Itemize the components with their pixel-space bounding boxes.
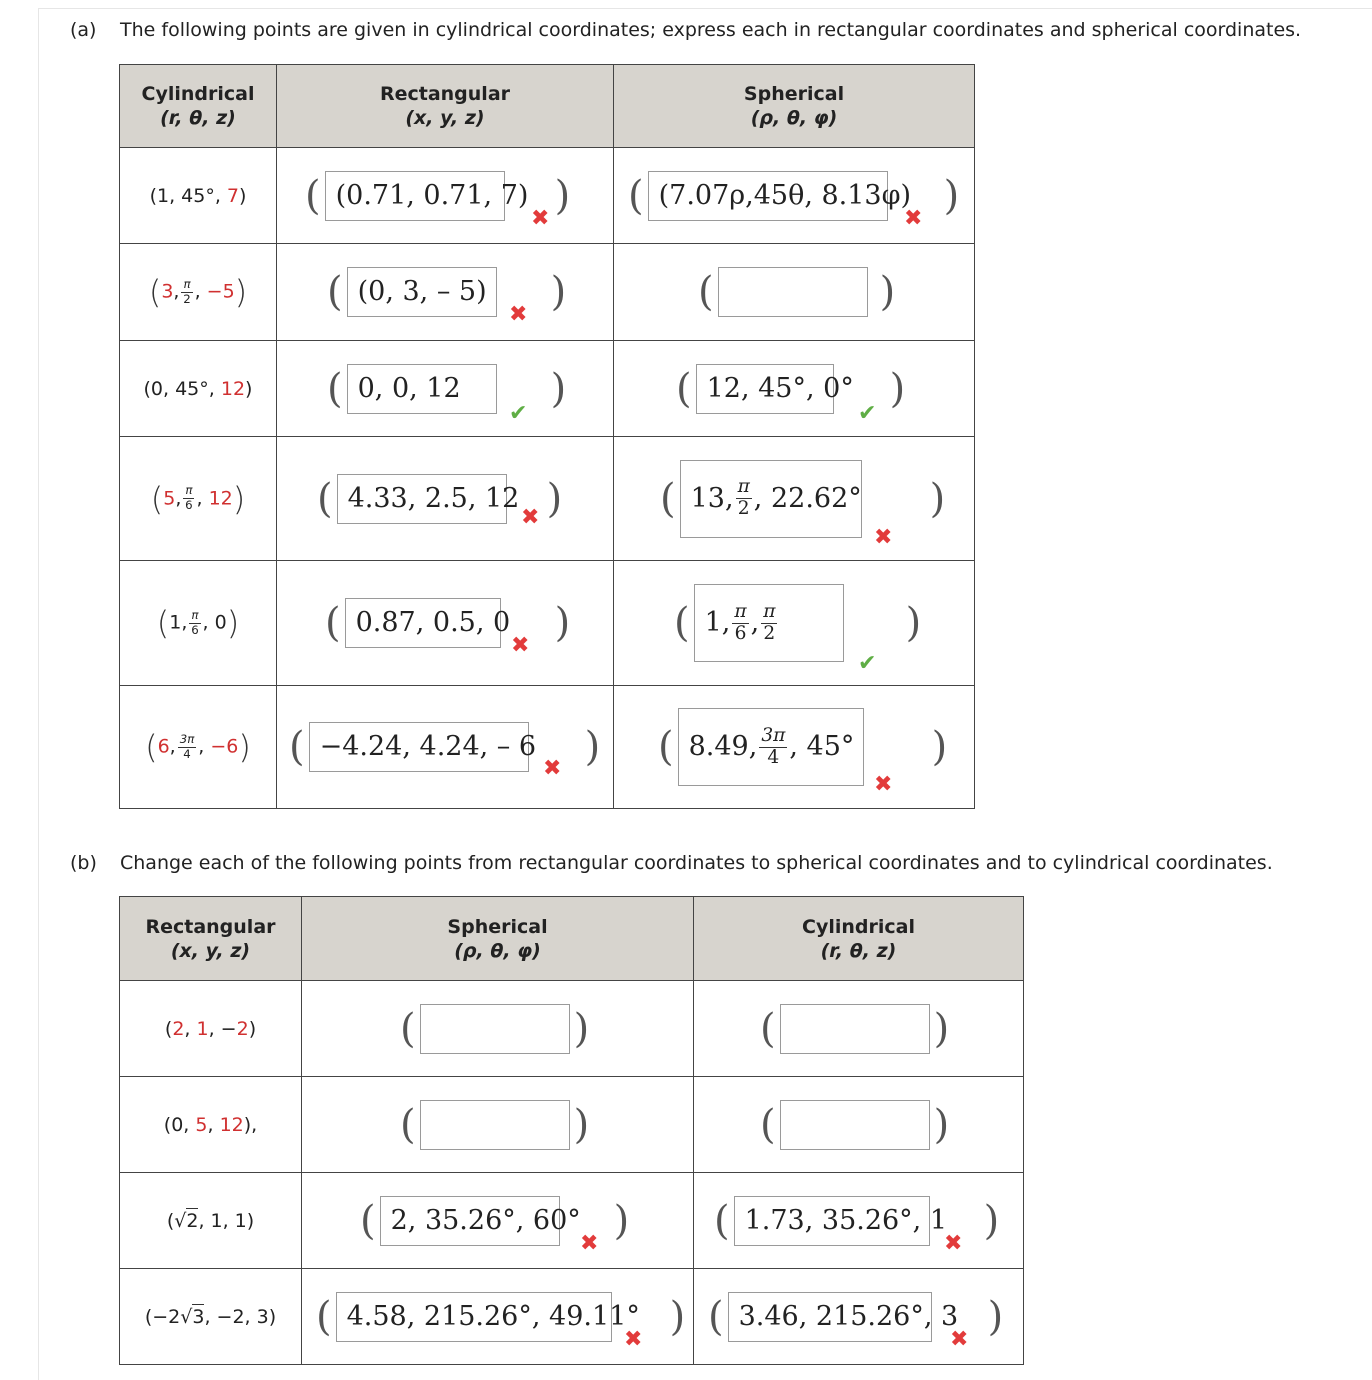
sph-answer-cell: ( 2, 35.26°, 60° ) ✖ xyxy=(302,1173,694,1269)
part-b-table xyxy=(119,896,1024,1365)
col-header-spherical: Spherical (ρ, θ, φ) xyxy=(614,65,975,148)
incorrect-icon: ✖ xyxy=(904,206,923,231)
sph-answer-input[interactable] xyxy=(420,1100,570,1150)
cyl-answer-input[interactable] xyxy=(780,1100,930,1150)
sph-answer-input[interactable]: 2, 35.26°, 60° xyxy=(380,1196,560,1246)
col-header-rectangular: Rectangular (x, y, z) xyxy=(277,65,614,148)
cyl-answer-cell: ( 1.73, 35.26°, 1 ) ✖ xyxy=(694,1173,1024,1269)
sph-answer-cell: ( 8.49, $\frac{3\pi}{4}$ , 45° ) ✖ xyxy=(614,686,975,809)
table-row xyxy=(120,981,1024,1077)
rect-answer-input[interactable]: 4.33, 2.5, 12 xyxy=(337,474,507,524)
sph-answer-input[interactable]: 12, 45°, 0° xyxy=(696,364,834,414)
incorrect-icon: ✖ xyxy=(624,1327,643,1352)
sph-answer-cell: ( ) xyxy=(302,981,694,1077)
page-left-border xyxy=(38,8,39,1380)
sph-answer-cell: ( ) xyxy=(614,244,975,341)
given-point: (−2√3, −2, 3) xyxy=(120,1269,302,1365)
given-point: (5, $\frac{\pi}{6}$ , 12) xyxy=(120,437,277,561)
cyl-answer-cell: ( ) xyxy=(694,1077,1024,1173)
given-point: (1, 45°, 7) xyxy=(120,148,277,244)
given-point: (0, 5, 12), xyxy=(120,1077,302,1173)
part-a-table xyxy=(119,64,975,809)
cyl-answer-input[interactable]: 3.46, 215.26°, 3 xyxy=(728,1292,932,1342)
page-top-border xyxy=(38,0,1372,9)
part-b-instruction xyxy=(70,852,1273,874)
part-a-instruction xyxy=(70,19,1301,41)
cyl-answer-input[interactable] xyxy=(780,1004,930,1054)
table-row xyxy=(120,148,975,244)
incorrect-icon: ✖ xyxy=(580,1231,599,1256)
incorrect-icon: ✖ xyxy=(543,756,562,781)
sph-answer-cell: ( 1, $\frac{\pi}{6}$ , $\frac{\pi}{2}$ ) ✔ xyxy=(614,561,975,686)
incorrect-icon: ✖ xyxy=(874,525,893,550)
rect-answer-input[interactable]: (0, 3, – 5) xyxy=(347,267,497,317)
incorrect-icon: ✖ xyxy=(950,1327,969,1352)
part-b-label: (b) xyxy=(70,852,97,874)
incorrect-icon: ✖ xyxy=(531,206,550,231)
rect-answer-cell: ( 4.33, 2.5, 12 ) ✖ xyxy=(277,437,614,561)
given-point: (0, 45°, 12) xyxy=(120,341,277,437)
correct-icon: ✔ xyxy=(858,651,877,676)
given-point: (√2, 1, 1) xyxy=(120,1173,302,1269)
table-row xyxy=(120,561,975,686)
incorrect-icon: ✖ xyxy=(511,633,530,658)
table-row xyxy=(120,341,975,437)
rect-answer-cell: ( −4.24, 4.24, – 6 ) ✖ xyxy=(277,686,614,809)
part-a-label: (a) xyxy=(70,19,97,41)
col-header-rectangular: Rectangular (x, y, z) xyxy=(120,897,302,981)
rect-answer-input[interactable]: 0, 0, 12 xyxy=(347,364,497,414)
sph-answer-input[interactable]: 8.49, $\frac{3\pi}{4}$ , 45° xyxy=(678,708,864,786)
part-a-text: The following points are given in cylindrical coordinates; express each in rectangular coordinates and spherical coordinates. xyxy=(120,19,1302,41)
table-row xyxy=(120,1077,1024,1173)
sph-answer-input[interactable]: 13, $\frac{\pi}{2}$ , 22.62° xyxy=(680,460,862,538)
rect-answer-input[interactable]: 0.87, 0.5, 0 xyxy=(345,598,501,648)
rect-answer-cell: ( 0, 0, 12 ) ✔ xyxy=(277,341,614,437)
rect-answer-input[interactable]: −4.24, 4.24, – 6 xyxy=(309,722,529,772)
sph-answer-cell: ( 4.58, 215.26°, 49.11° ) ✖ xyxy=(302,1269,694,1365)
given-point: (2, 1, −2) xyxy=(120,981,302,1077)
sph-answer-input[interactable]: 4.58, 215.26°, 49.11° xyxy=(336,1292,612,1342)
sph-answer-cell: ( (7.07ρ,45θ, 8.13φ) ) ✖ xyxy=(614,148,975,244)
given-point: (3, $\frac{\pi}{2}$ , −5) xyxy=(120,244,277,341)
cyl-answer-input[interactable]: 1.73, 35.26°, 1 xyxy=(734,1196,930,1246)
given-point: (1, $\frac{\pi}{6}$ , 0) xyxy=(120,561,277,686)
col-header-cylindrical: Cylindrical (r, θ, z) xyxy=(120,65,277,148)
rect-answer-cell: ( 0.87, 0.5, 0 ) ✖ xyxy=(277,561,614,686)
incorrect-icon: ✖ xyxy=(521,505,540,530)
rect-answer-input[interactable]: (0.71, 0.71, 7) xyxy=(325,171,505,221)
part-b-text: Change each of the following points from rectangular coordinates to spherical coordinates and to cylindrical coordinates. xyxy=(120,852,1273,874)
col-header-cylindrical: Cylindrical (r, θ, z) xyxy=(694,897,1024,981)
incorrect-icon: ✖ xyxy=(874,772,893,797)
cyl-answer-cell: ( ) xyxy=(694,981,1024,1077)
sph-answer-cell: ( 13, $\frac{\pi}{2}$ , 22.62° ) ✖ xyxy=(614,437,975,561)
sph-answer-cell: ( 12, 45°, 0° ) ✔ xyxy=(614,341,975,437)
sph-answer-cell: ( ) xyxy=(302,1077,694,1173)
given-point: (6, $\frac{3\pi}{4}$ , −6) xyxy=(120,686,277,809)
sph-answer-input[interactable] xyxy=(718,267,868,317)
table-row xyxy=(120,1173,1024,1269)
incorrect-icon: ✖ xyxy=(509,302,528,327)
incorrect-icon: ✖ xyxy=(944,1231,963,1256)
col-header-spherical: Spherical (ρ, θ, φ) xyxy=(302,897,694,981)
sph-answer-input[interactable]: (7.07ρ,45θ, 8.13φ) xyxy=(648,171,888,221)
sph-answer-input[interactable]: 1, $\frac{\pi}{6}$ , $\frac{\pi}{2}$ xyxy=(694,584,844,662)
table-row xyxy=(120,1269,1024,1365)
cyl-answer-cell: ( 3.46, 215.26°, 3 ) ✖ xyxy=(694,1269,1024,1365)
rect-answer-cell: ( (0, 3, – 5) ) ✖ xyxy=(277,244,614,341)
table-row xyxy=(120,686,975,809)
correct-icon: ✔ xyxy=(858,401,877,426)
rect-answer-cell: ( (0.71, 0.71, 7) ) ✖ xyxy=(277,148,614,244)
table-row xyxy=(120,437,975,561)
table-row xyxy=(120,244,975,341)
sph-answer-input[interactable] xyxy=(420,1004,570,1054)
correct-icon: ✔ xyxy=(509,401,528,426)
